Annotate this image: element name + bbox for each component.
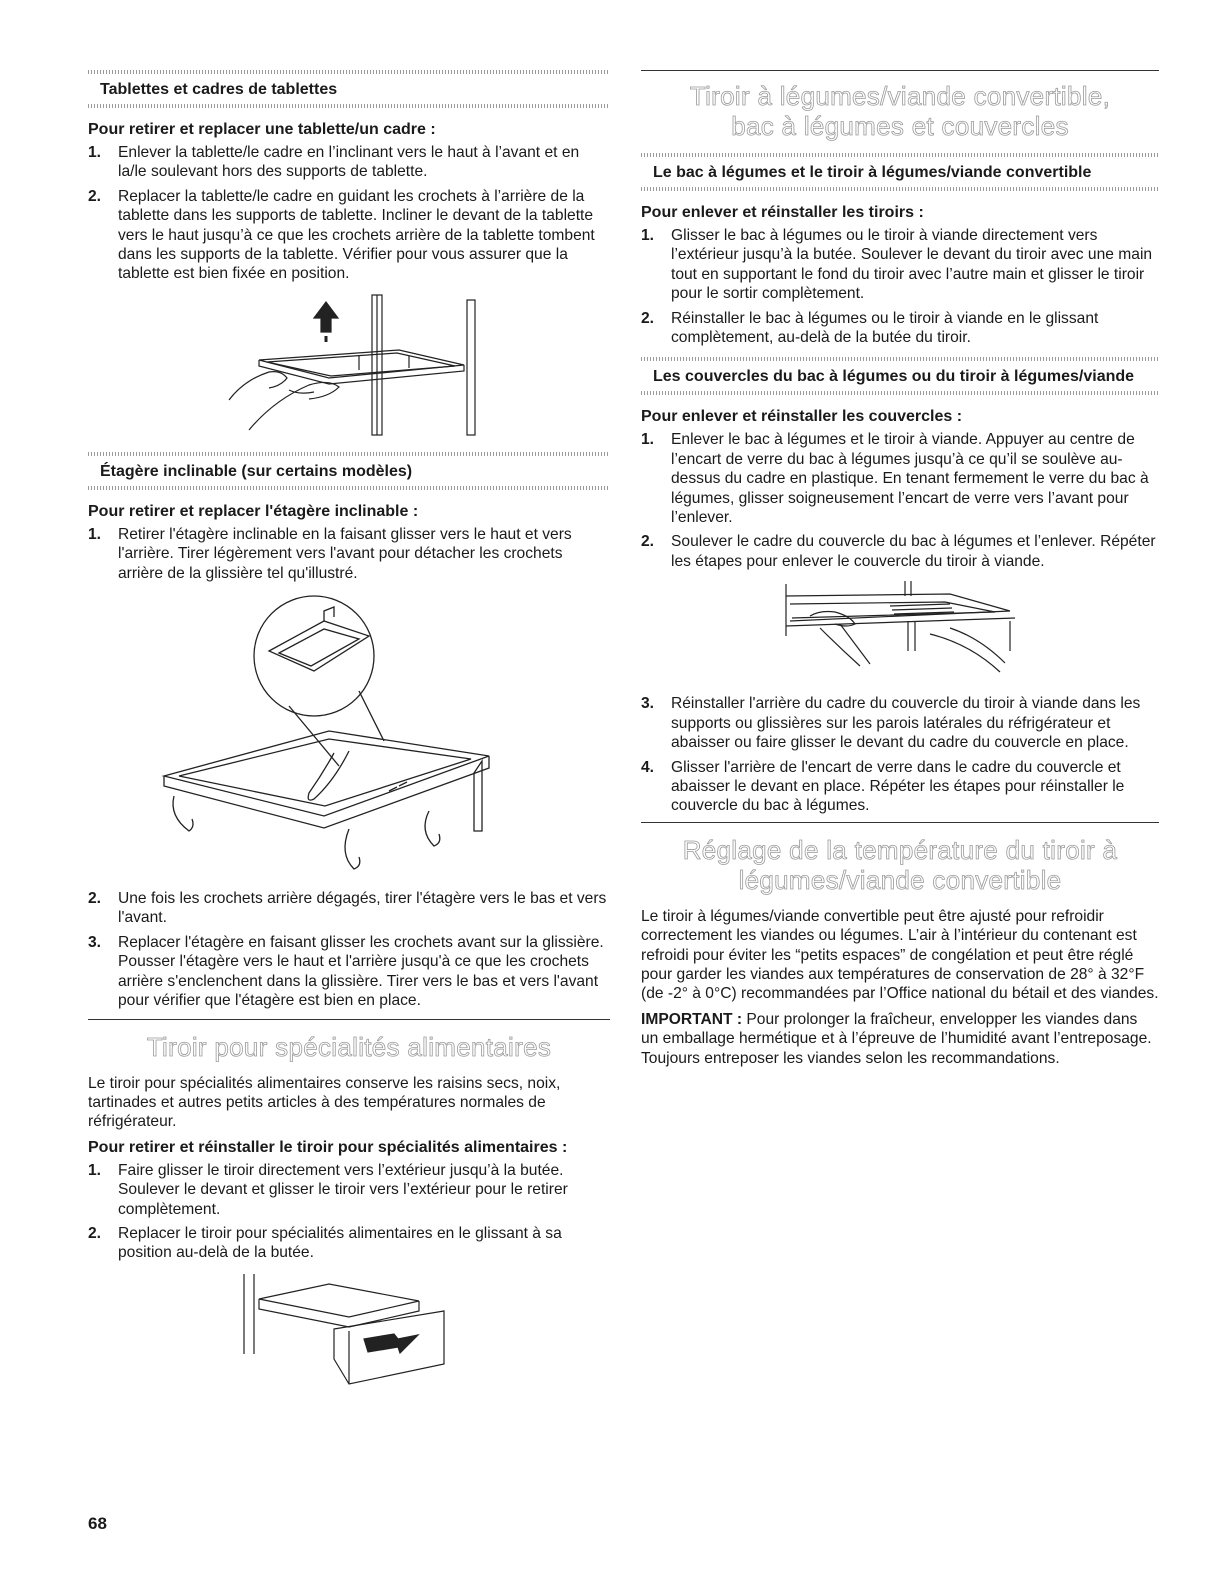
heading-band-top xyxy=(88,452,610,456)
list-item: 1. Faire glisser le tiroir directement vers l’extérieur jusqu’à la butée. Soulever le devant et glisser le tiroir vers l’extérieur pour le retirer complètement. xyxy=(88,1161,568,1218)
tilt-shelf-procedure-title: Pour retirer et replacer l'étagère inclinable : xyxy=(88,502,419,520)
specialty-drawer-steps xyxy=(88,1161,610,1263)
list-item: 1. Enlever le bac à légumes et le tiroir à viande. Appuyer au centre de l’encart de verre du bac à légumes jusqu’à ce qu’il se soulève au-dessus du cadre en plastique. En tenant fermement le verre du bac à légumes, glisser soigneusement l’encart de verre vers l’avant pour l’enlever. xyxy=(641,431,1149,527)
drawers-steps xyxy=(641,226,1159,347)
important-label: IMPORTANT : xyxy=(641,1010,743,1028)
temperature-title-line2: légumes/viande convertible xyxy=(738,864,1062,895)
crisper-cover-illustration xyxy=(780,576,1020,686)
specialty-drawer-title: Tiroir pour spécialités alimentaires xyxy=(146,1031,552,1062)
important-text: Pour prolonger la fraîcheur, envelopper les viandes dans un emballage hermétique et à l’épreuve de l’humidité avant l’entreposage. Toujours entreposer les viandes selon les recommandations. xyxy=(641,1010,1152,1067)
specialty-drawer-intro: Le tiroir pour spécialités alimentaires conserve les raisins secs, noix, tartinades et autres petits articles à des températures normales de réfrigérateur. xyxy=(88,1074,561,1131)
list-item: 1. Glisser le bac à légumes ou le tiroir à viande directement vers l’extérieur jusqu’à la butée. Soulever le devant du tiroir avec une main tout en supportant le fond du tiroir avec l’autre main et glisser le tiroir pour le sortir complètement. xyxy=(641,227,1153,303)
list-item: 2. Une fois les crochets arrière dégagés, tirer l'étagère vers le bas et vers l'avant. xyxy=(88,890,607,927)
temperature-section xyxy=(641,822,1159,1068)
specialty-drawer-illustration xyxy=(239,1269,459,1387)
section-rule xyxy=(88,1019,610,1020)
list-item: 4. Glisser l'arrière de l'encart de verre dans le cadre du couvercle et abaisser le devant en place. Répéter les étapes pour réinstaller le couvercle du bac à légumes. xyxy=(641,758,1125,815)
shelves-steps xyxy=(88,143,610,284)
crisper-drawer-heading: Le bac à légumes et le tiroir à légumes/viande convertible xyxy=(653,164,1092,181)
shelves-heading: Tablettes et cadres de tablettes xyxy=(100,81,338,98)
list-item: 2. Replacer la tablette/le cadre en guidant les crochets à l’arrière de la tablette dans les supports de tablette. Incliner le devant de la tablette vers le haut jusqu’à ce que les crochets arrière de la tablette tombent dans les supports de la tablette. Vérifier pour vous assurer que la tablette est bien fixée en position. xyxy=(88,187,595,283)
drawers-procedure-title: Pour enlever et réinstaller les tiroirs : xyxy=(641,204,924,221)
specialty-drawer-section xyxy=(88,1019,610,1387)
list-item: 1. Retirer l'étagère inclinable en la faisant glisser vers le haut et vers l'arrière. Tirer légèrement vers l'avant pour détacher les crochets arrière de la glissière tel qu'illustré. xyxy=(88,525,572,582)
heading-band-top xyxy=(88,70,610,74)
specialty-drawer-procedure-title: Pour retirer et réinstaller le tiroir pour spécialités alimentaires : xyxy=(88,1138,568,1156)
important-note xyxy=(641,1010,1159,1068)
crisper-section xyxy=(641,70,1159,816)
heading-band-bottom xyxy=(88,104,610,108)
list-item: 2. Réinstaller le bac à légumes ou le tiroir à viande en le glissant complètement, au-delà de la butée du tiroir. xyxy=(641,309,1099,347)
heading-band-bottom xyxy=(641,187,1159,191)
heading-band-bottom xyxy=(641,391,1159,395)
shelf-removal-illustration xyxy=(209,290,489,440)
temperature-paragraph: Le tiroir à légumes/viande convertible peut être ajusté pour refroidir correctement les viandes ou légumes. L’air à l’intérieur du contenant est refroidi pour éviter les “petits espaces” de congélation et peut être réglé pour garder les viandes aux températures de conservation de 28° à 32°F (de -2° à 0°C) recommandées par l’Office national du bétail et des viandes. xyxy=(641,907,1159,1003)
covers-procedure-title: Pour enlever et réinstaller les couvercles : xyxy=(641,408,963,426)
covers-steps-b xyxy=(641,694,1159,815)
covers-heading: Les couvercles du bac à légumes ou du tiroir à légumes/viande xyxy=(653,368,1135,386)
heading-band-bottom xyxy=(88,486,610,490)
tilt-shelf-heading: Étagère inclinable (sur certains modèles) xyxy=(100,462,413,480)
temperature-title xyxy=(641,835,1159,895)
shelves-section xyxy=(88,70,610,440)
temperature-title-line1: Réglage de la température du tiroir à xyxy=(682,834,1118,865)
list-item: 3. Replacer l'étagère en faisant glisser les crochets avant sur la glissière. Pousser l'étagère vers le haut et l'arrière jusqu'à ce que les crochets arrière s'enclenchent dans la glissière. Tirer vers le bas et vers l'avant pour vérifier que l'étagère est bien en place. xyxy=(88,933,604,1010)
covers-steps-a xyxy=(641,430,1159,571)
crisper-title xyxy=(641,81,1159,141)
shelves-procedure-title: Pour retirer et replacer une tablette/un cadre : xyxy=(88,121,436,138)
heading-band-top xyxy=(641,357,1159,361)
tilt-shelf-steps-b xyxy=(88,889,610,1010)
list-item: 2. Soulever le cadre du couvercle du bac à légumes et l’enlever. Répéter les étapes pour enlever le couvercle du tiroir à viande. xyxy=(641,533,1156,570)
tilt-shelf-section xyxy=(88,452,610,1011)
crisper-title-line1: Tiroir à légumes/viande convertible, xyxy=(689,81,1111,111)
left-column xyxy=(88,70,610,1387)
tilt-shelf-steps-a xyxy=(88,525,610,583)
tilt-shelf-illustration xyxy=(149,591,549,881)
list-item: 3. Réinstaller l'arrière du cadre du couvercle du tiroir à viande dans les supports ou glissières sur les parois latérales du réfrigérateur et abaisser ou faire glisser le devant du cadre du couvercle en place. xyxy=(641,695,1141,752)
heading-band-top xyxy=(641,153,1159,157)
crisper-title-line2: bac à légumes et couvercles xyxy=(731,111,1069,141)
right-column xyxy=(641,70,1159,1074)
section-rule xyxy=(641,822,1159,823)
page-number: 68 xyxy=(88,1514,107,1533)
section-rule xyxy=(641,70,1159,71)
list-item: 1. Enlever la tablette/le cadre en l’inclinant vers le haut à l’avant et en la/le soulevant hors des supports de tablette. xyxy=(88,144,580,181)
list-item: 2. Replacer le tiroir pour spécialités alimentaires en le glissant à sa position au-delà de la butée. xyxy=(88,1224,562,1262)
